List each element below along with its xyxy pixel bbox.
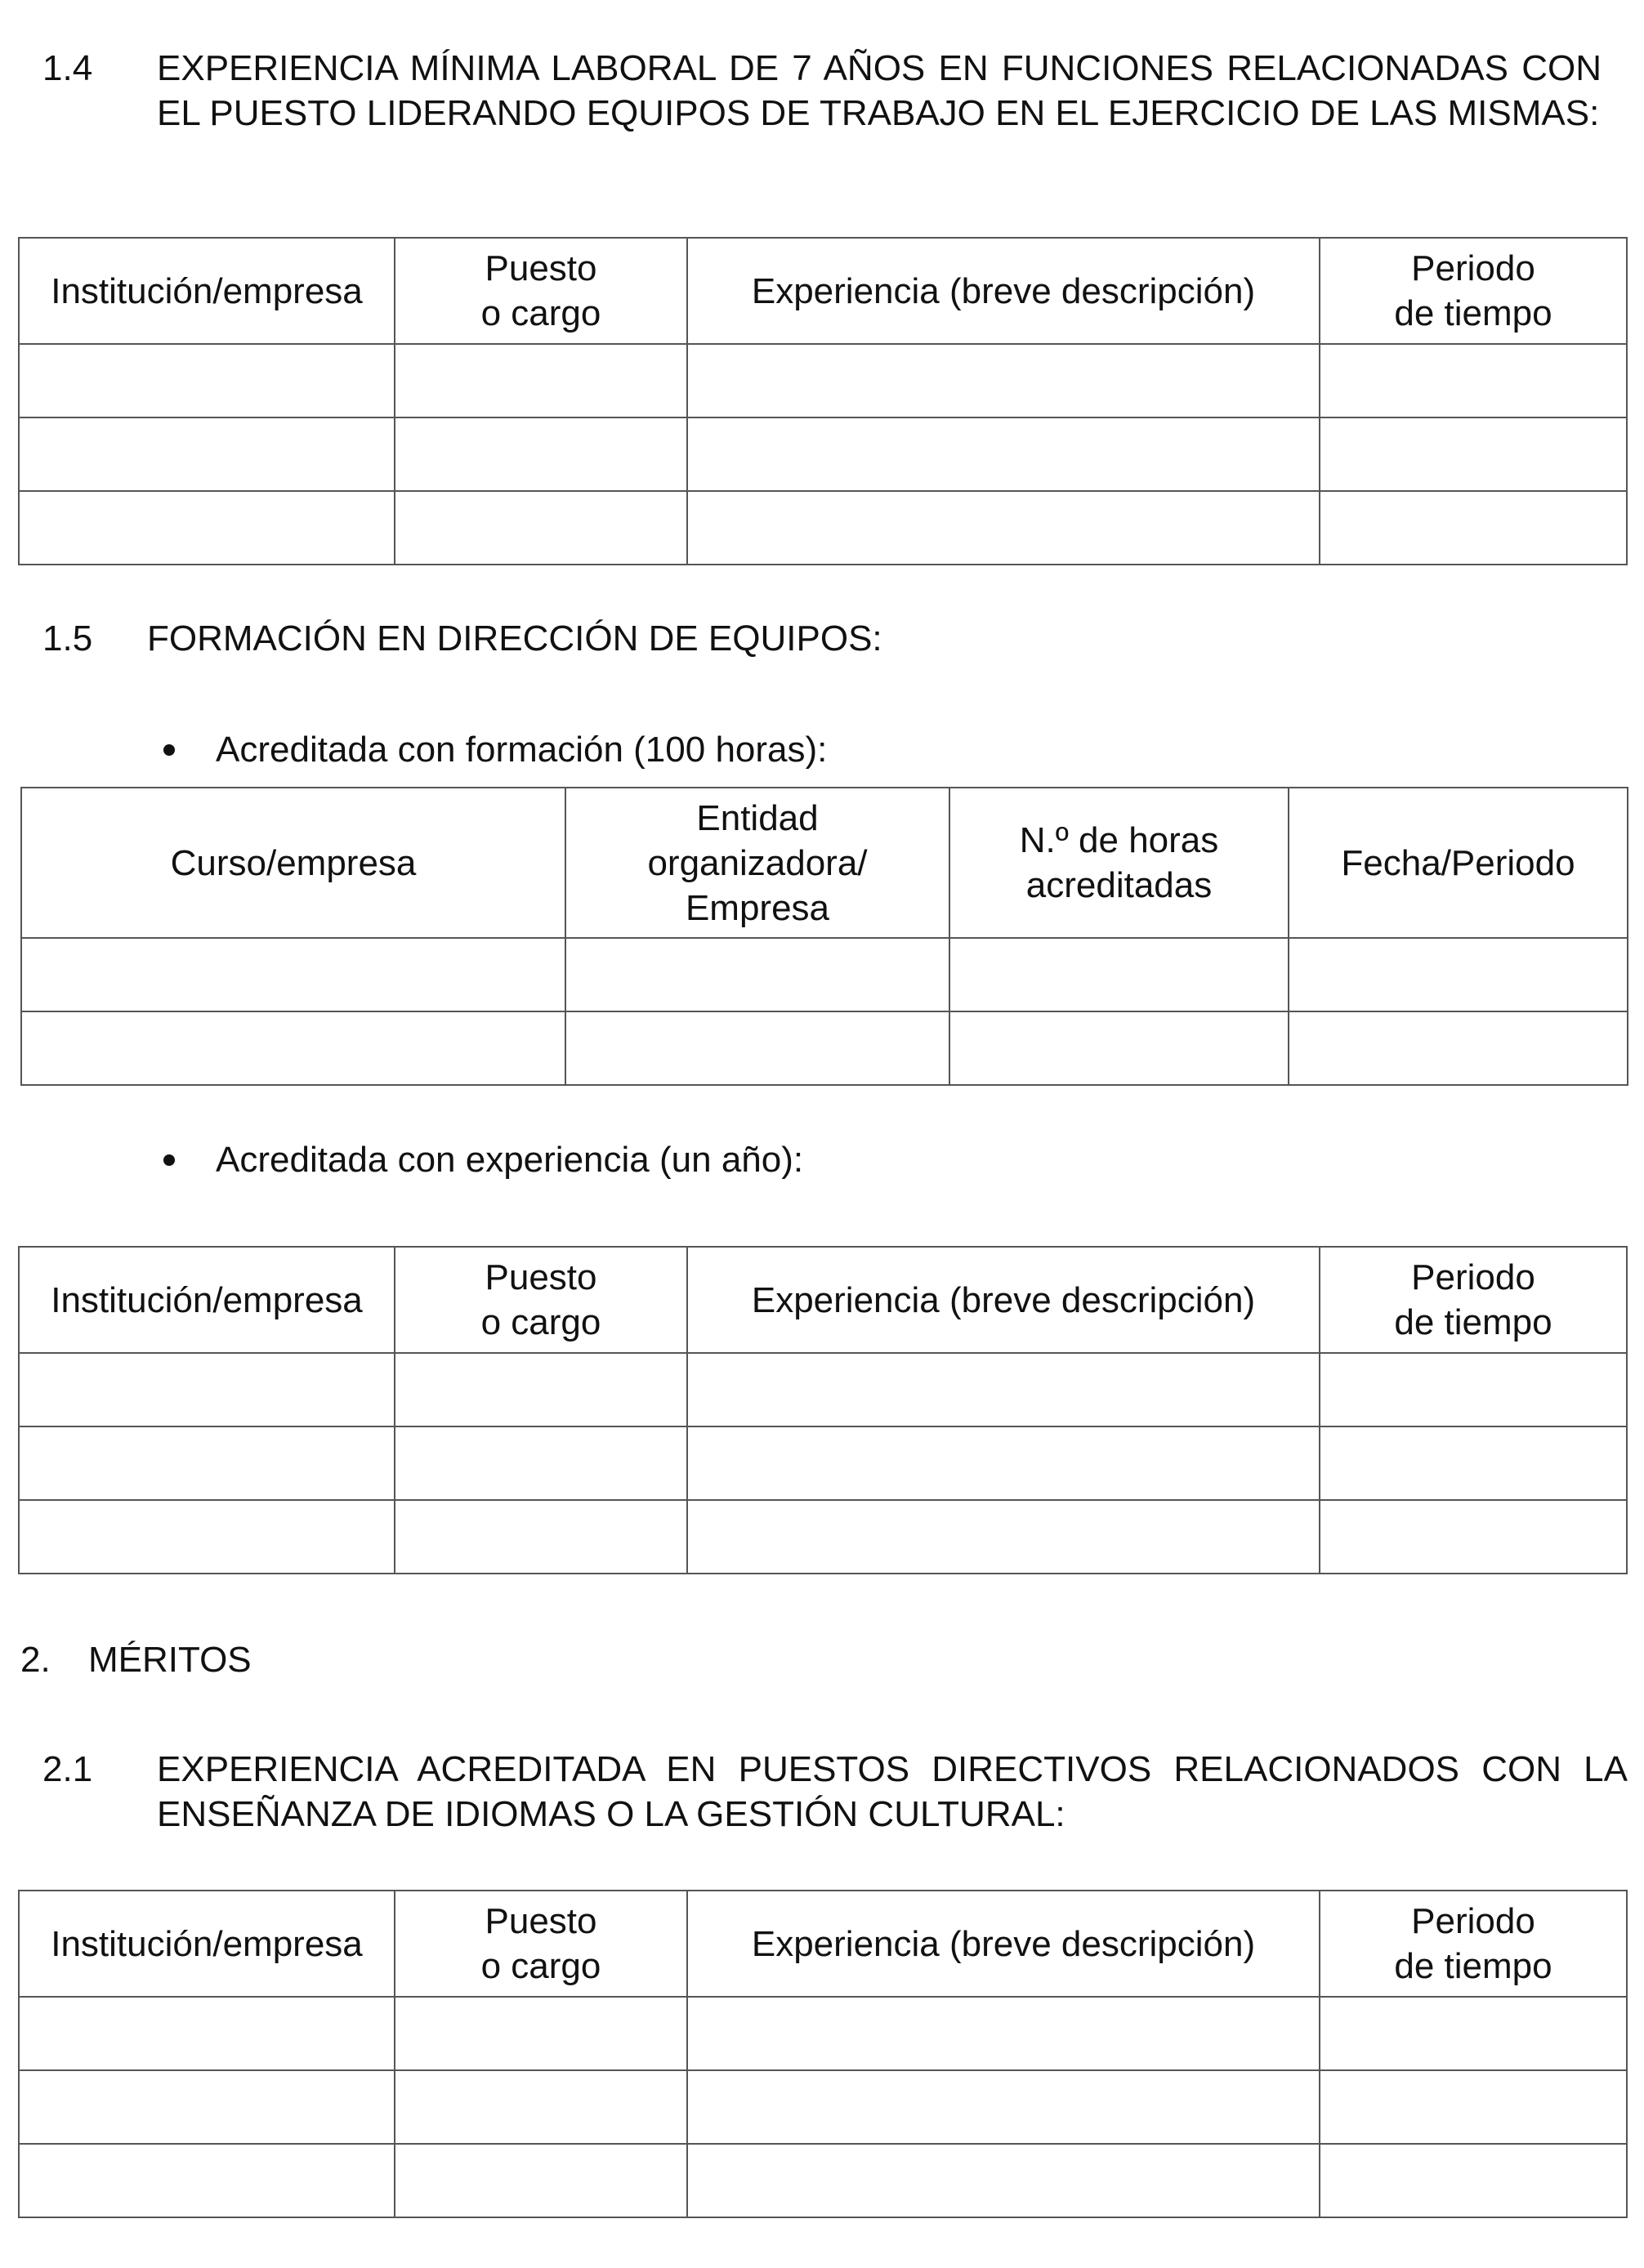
cell-period[interactable]: [1320, 1997, 1627, 2070]
header-hours: N.º de horas acreditadas: [949, 788, 1289, 938]
cell-institution[interactable]: [19, 1353, 395, 1426]
cell-experience[interactable]: [687, 1500, 1320, 1574]
cell-experience[interactable]: [687, 1997, 1320, 2070]
cell-institution[interactable]: [19, 491, 395, 565]
bullet-training-text: Acreditada con formación (100 horas):: [216, 730, 828, 770]
experience-table-1-5: [18, 1246, 1628, 1574]
cell-institution[interactable]: [19, 417, 395, 491]
cell-institution[interactable]: [19, 1997, 395, 2070]
header-period: Periodo de tiempo: [1320, 1891, 1627, 1997]
cell-position[interactable]: [395, 2144, 687, 2217]
cell-institution[interactable]: [19, 2070, 395, 2144]
cell-experience[interactable]: [687, 2070, 1320, 2144]
header-course: Curso/empresa: [21, 788, 565, 938]
training-table: [20, 787, 1628, 1086]
cell-period[interactable]: [1320, 1426, 1627, 1500]
table-header-row: [19, 1247, 1627, 1353]
header-experience: Experiencia (breve descripción): [687, 1891, 1320, 1997]
table-row: [19, 1997, 1627, 2070]
section-1-5-title: FORMACIÓN EN DIRECCIÓN DE EQUIPOS:: [147, 618, 882, 659]
cell-position[interactable]: [395, 491, 687, 565]
bullet-experience: [163, 1137, 803, 1182]
cell-period[interactable]: [1320, 1500, 1627, 1574]
bullet-icon: [163, 744, 175, 756]
cell-position[interactable]: [395, 1997, 687, 2070]
table-header-row: [19, 1891, 1627, 1997]
cell-date[interactable]: [1289, 1011, 1628, 1085]
cell-experience[interactable]: [687, 1353, 1320, 1426]
table-row: [21, 938, 1628, 1011]
header-period: Periodo de tiempo: [1320, 238, 1627, 344]
experience-table-1-4: [18, 237, 1628, 565]
cell-position[interactable]: [395, 2070, 687, 2144]
cell-experience[interactable]: [687, 491, 1320, 565]
cell-date[interactable]: [1289, 938, 1628, 1011]
section-2-1-title: EXPERIENCIA ACREDITADA EN PUESTOS DIRECTIVOS RELACIONADOS CON LA ENSEÑANZA DE IDIOMAS O LA GESTIÓN CULTURAL:: [157, 1749, 1628, 1834]
cell-experience[interactable]: [687, 344, 1320, 417]
cell-organizer[interactable]: [565, 938, 949, 1011]
header-institution: Institución/empresa: [19, 1891, 395, 1997]
cell-experience[interactable]: [687, 417, 1320, 491]
table-header-row: [19, 238, 1627, 344]
section-1-5-number: 1.5: [42, 618, 93, 659]
table-row: [19, 344, 1627, 417]
header-experience: Experiencia (breve descripción): [687, 238, 1320, 344]
section-2-1-number: 2.1: [42, 1749, 93, 1789]
table-row: [19, 2144, 1627, 2217]
cell-position[interactable]: [395, 417, 687, 491]
table-row: [19, 417, 1627, 491]
section-2-title: MÉRITOS: [88, 1640, 252, 1680]
header-date: Fecha/Periodo: [1289, 788, 1628, 938]
header-position: Puesto o cargo: [395, 1247, 687, 1353]
header-position: Puesto o cargo: [395, 1891, 687, 1997]
cell-period[interactable]: [1320, 1353, 1627, 1426]
cell-institution[interactable]: [19, 1426, 395, 1500]
bullet-experience-text: Acreditada con experiencia (un año):: [216, 1140, 804, 1180]
cell-position[interactable]: [395, 344, 687, 417]
cell-position[interactable]: [395, 1500, 687, 1574]
table-row: [19, 491, 1627, 565]
section-2-number: 2.: [20, 1640, 51, 1680]
cell-experience[interactable]: [687, 2144, 1320, 2217]
cell-course[interactable]: [21, 938, 565, 1011]
table-row: [19, 2070, 1627, 2144]
table-row: [21, 1011, 1628, 1085]
header-experience: Experiencia (breve descripción): [687, 1247, 1320, 1353]
cell-hours[interactable]: [949, 1011, 1289, 1085]
cell-hours[interactable]: [949, 938, 1289, 1011]
cell-period[interactable]: [1320, 2070, 1627, 2144]
cell-period[interactable]: [1320, 491, 1627, 565]
cell-position[interactable]: [395, 1353, 687, 1426]
cell-period[interactable]: [1320, 2144, 1627, 2217]
header-organizer: Entidad organizadora/ Empresa: [565, 788, 949, 938]
header-period: Periodo de tiempo: [1320, 1247, 1627, 1353]
cell-position[interactable]: [395, 1426, 687, 1500]
cell-institution[interactable]: [19, 2144, 395, 2217]
table-row: [19, 1500, 1627, 1574]
header-position: Puesto o cargo: [395, 238, 687, 344]
bullet-training: [163, 727, 827, 772]
table-row: [19, 1426, 1627, 1500]
section-1-4-title: EXPERIENCIA MÍNIMA LABORAL DE 7 AÑOS EN FUNCIONES RELACIONADAS CON EL PUESTO LIDERANDO EQUIPOS DE TRABAJO EN EL EJERCICIO DE LAS MISMAS:: [157, 48, 1602, 133]
cell-period[interactable]: [1320, 417, 1627, 491]
cell-course[interactable]: [21, 1011, 565, 1085]
experience-table-2-1: [18, 1890, 1628, 2218]
section-1-4-number: 1.4: [42, 48, 93, 88]
cell-organizer[interactable]: [565, 1011, 949, 1085]
cell-period[interactable]: [1320, 344, 1627, 417]
table-header-row: [21, 788, 1628, 938]
header-institution: Institución/empresa: [19, 238, 395, 344]
cell-institution[interactable]: [19, 1500, 395, 1574]
cell-institution[interactable]: [19, 344, 395, 417]
table-row: [19, 1353, 1627, 1426]
cell-experience[interactable]: [687, 1426, 1320, 1500]
header-institution: Institución/empresa: [19, 1247, 395, 1353]
bullet-icon: [163, 1154, 175, 1166]
